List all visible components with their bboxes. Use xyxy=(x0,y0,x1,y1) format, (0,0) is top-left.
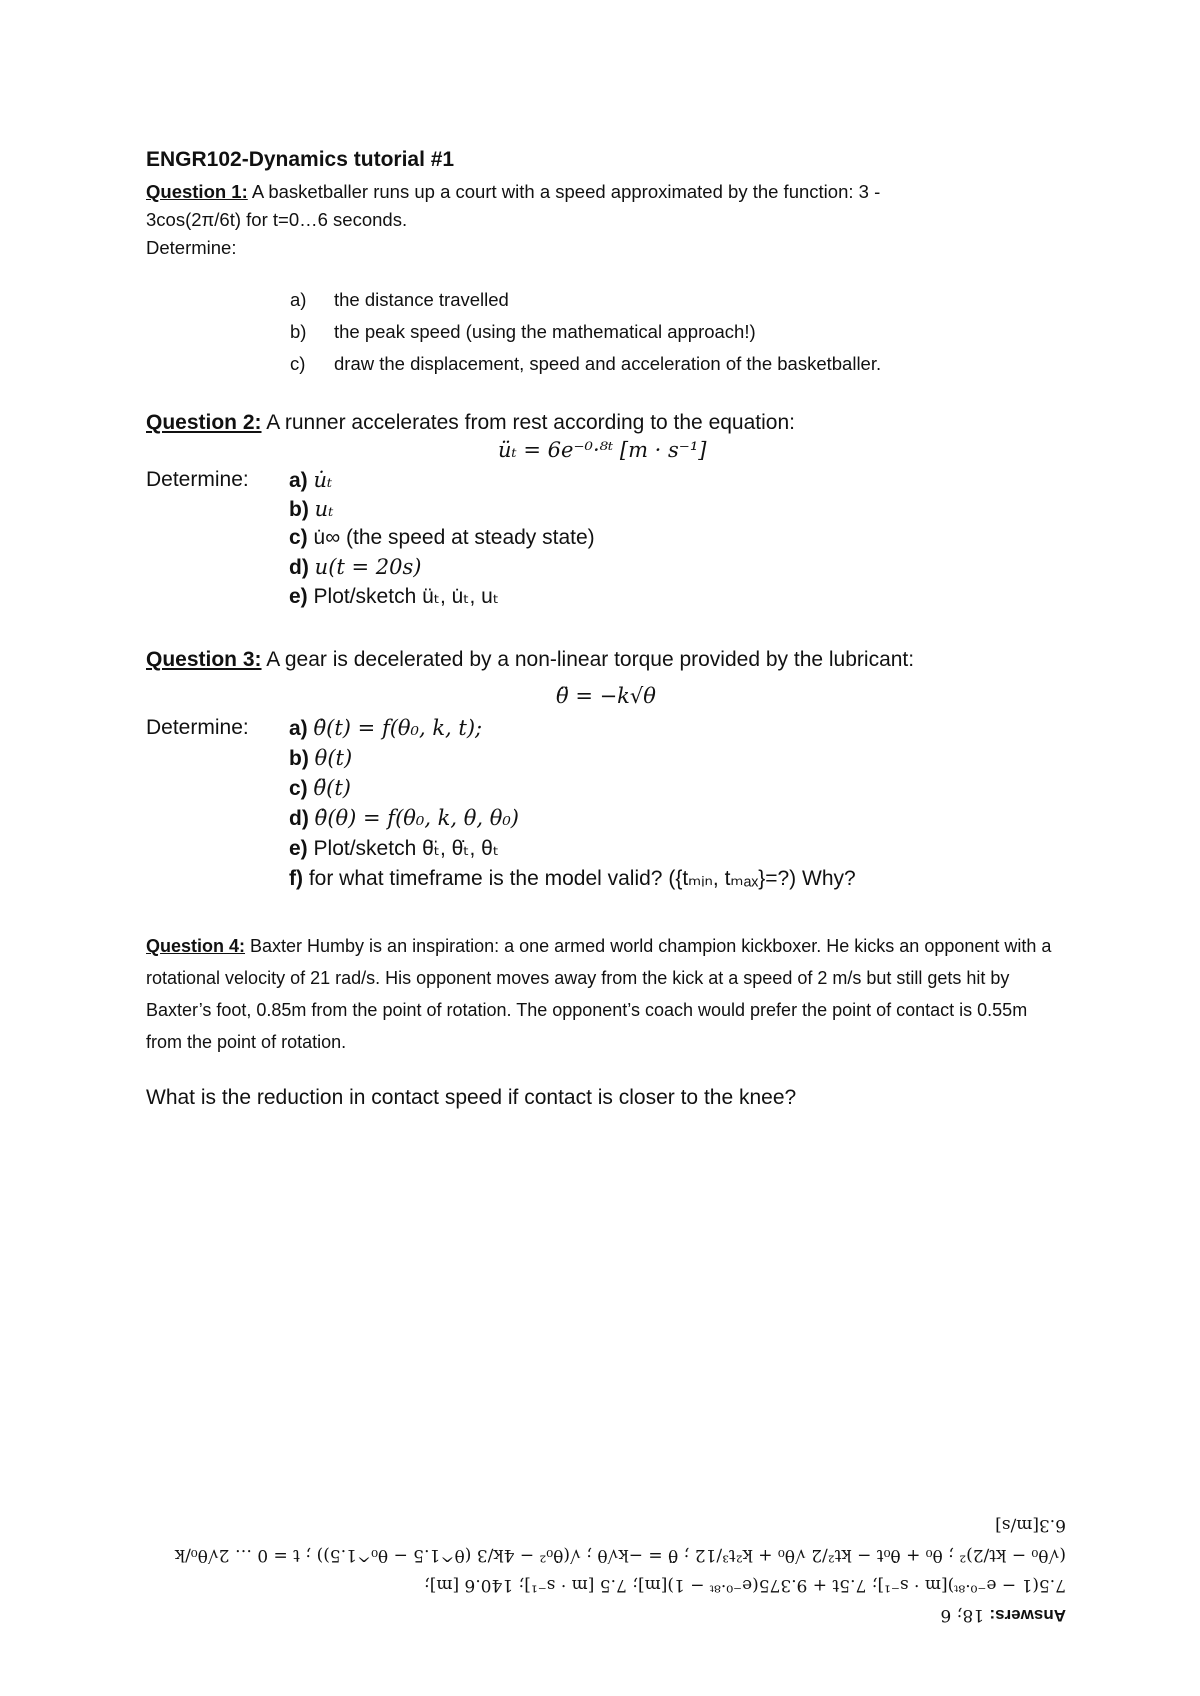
list-item: c) u̇∞ (the speed at steady state) xyxy=(289,526,595,549)
question-4 xyxy=(146,930,1066,1058)
question-2-equation: üₜ = 6e⁻⁰·⁸ᵗ [m · s⁻¹] xyxy=(498,438,707,462)
question-1 xyxy=(146,178,1046,262)
list-item: e) Plot/sketch üₜ, u̇ₜ, uₜ xyxy=(289,585,500,608)
question-1-heading: Question 1: xyxy=(146,181,248,202)
question-4-text: Baxter Humby is an inspiration: a one armed world champion kickboxer. He kicks an opponent with a rotational velocity of 21 rad/s. His opponent moves away from the kick at a speed of 2 m/s but still gets hit by Baxter’s foot, 0.85m from the point of rotation. The opponent’s coach would prefer the point of contact is 0.55m from the point of rotation. xyxy=(146,936,1052,1052)
list-item: f) for what timeframe is the model valid? ({tₘᵢₙ, tₘₐₓ}=?) Why? xyxy=(289,867,856,890)
question-2-heading: Question 2: xyxy=(146,411,262,434)
question-3-equation: θ̈ = −k√θ xyxy=(556,684,656,708)
question-1-determine: Determine: xyxy=(146,237,237,258)
list-item: d) θ̇(θ) = f(θ₀, k, θ, θ₀) xyxy=(289,806,519,830)
question-3-heading: Question 3: xyxy=(146,648,262,671)
answers-line-4: 6.3[m/s] xyxy=(995,1515,1066,1535)
question-3-determine: Determine: xyxy=(146,716,249,739)
question-3-text: A gear is decelerated by a non-linear torque provided by the lubricant: xyxy=(261,648,915,671)
list-item: b) uₜ xyxy=(289,497,334,521)
question-1-text-line1: A basketballer runs up a court with a speed approximated by the function: 3 - xyxy=(247,181,881,202)
list-item: b) the peak speed (using the mathematical approach!) xyxy=(290,321,756,342)
list-item: d) u(t = 20s) xyxy=(289,555,422,579)
answers-upside-down xyxy=(146,1500,1066,1630)
question-2 xyxy=(146,408,795,438)
list-item: a) the distance travelled xyxy=(290,289,509,310)
list-item: a) θ̇(t) = f(θ₀, k, t); xyxy=(289,716,483,740)
list-item: c) θ̈(t) xyxy=(289,776,351,800)
list-item: c) draw the displacement, speed and acceleration of the basketballer. xyxy=(290,353,882,374)
question-2-text: A runner accelerates from rest according to the equation: xyxy=(261,411,795,434)
question-1-list xyxy=(290,284,881,380)
question-4-prompt: What is the reduction in contact speed if contact is closer to the knee? xyxy=(146,1086,797,1109)
question-1-text-line2: 3cos(2π/6t) for t=0…6 seconds. xyxy=(146,209,408,230)
page-title: ENGR102-Dynamics tutorial #1 xyxy=(146,148,455,171)
question-2-determine: Determine: xyxy=(146,468,249,491)
list-item: a) u̇ₜ xyxy=(289,468,333,492)
answers-line-3: (√θ₀ − kt/2)² ; θ₀ + θ̇₀t − kt²/2 √θ₀ + k²t³/12 ; θ̈ = −k√θ ; √(θ̇₀² − 4k/3 (θ^1.5 − θ₀^1.5)) ; t = 0 … 2√θ₀/k xyxy=(174,1545,1066,1565)
answers-line-1: Answers: 18; 6 xyxy=(940,1605,1066,1625)
list-item: b) θ(t) xyxy=(289,746,353,770)
question-3 xyxy=(146,646,914,674)
question-4-heading: Question 4: xyxy=(146,936,246,956)
answers-line-2: 7.5(1 − e⁻⁰·⁸ᵗ)[m · s⁻¹]; 7.5t + 9.375(e⁻⁰·⁸ᵗ − 1)[m]; 7.5 [m · s⁻¹]; 140.6 [m]; xyxy=(423,1575,1066,1595)
list-item: e) Plot/sketch θ̈ₜ, θ̇ₜ, θₜ xyxy=(289,837,500,860)
